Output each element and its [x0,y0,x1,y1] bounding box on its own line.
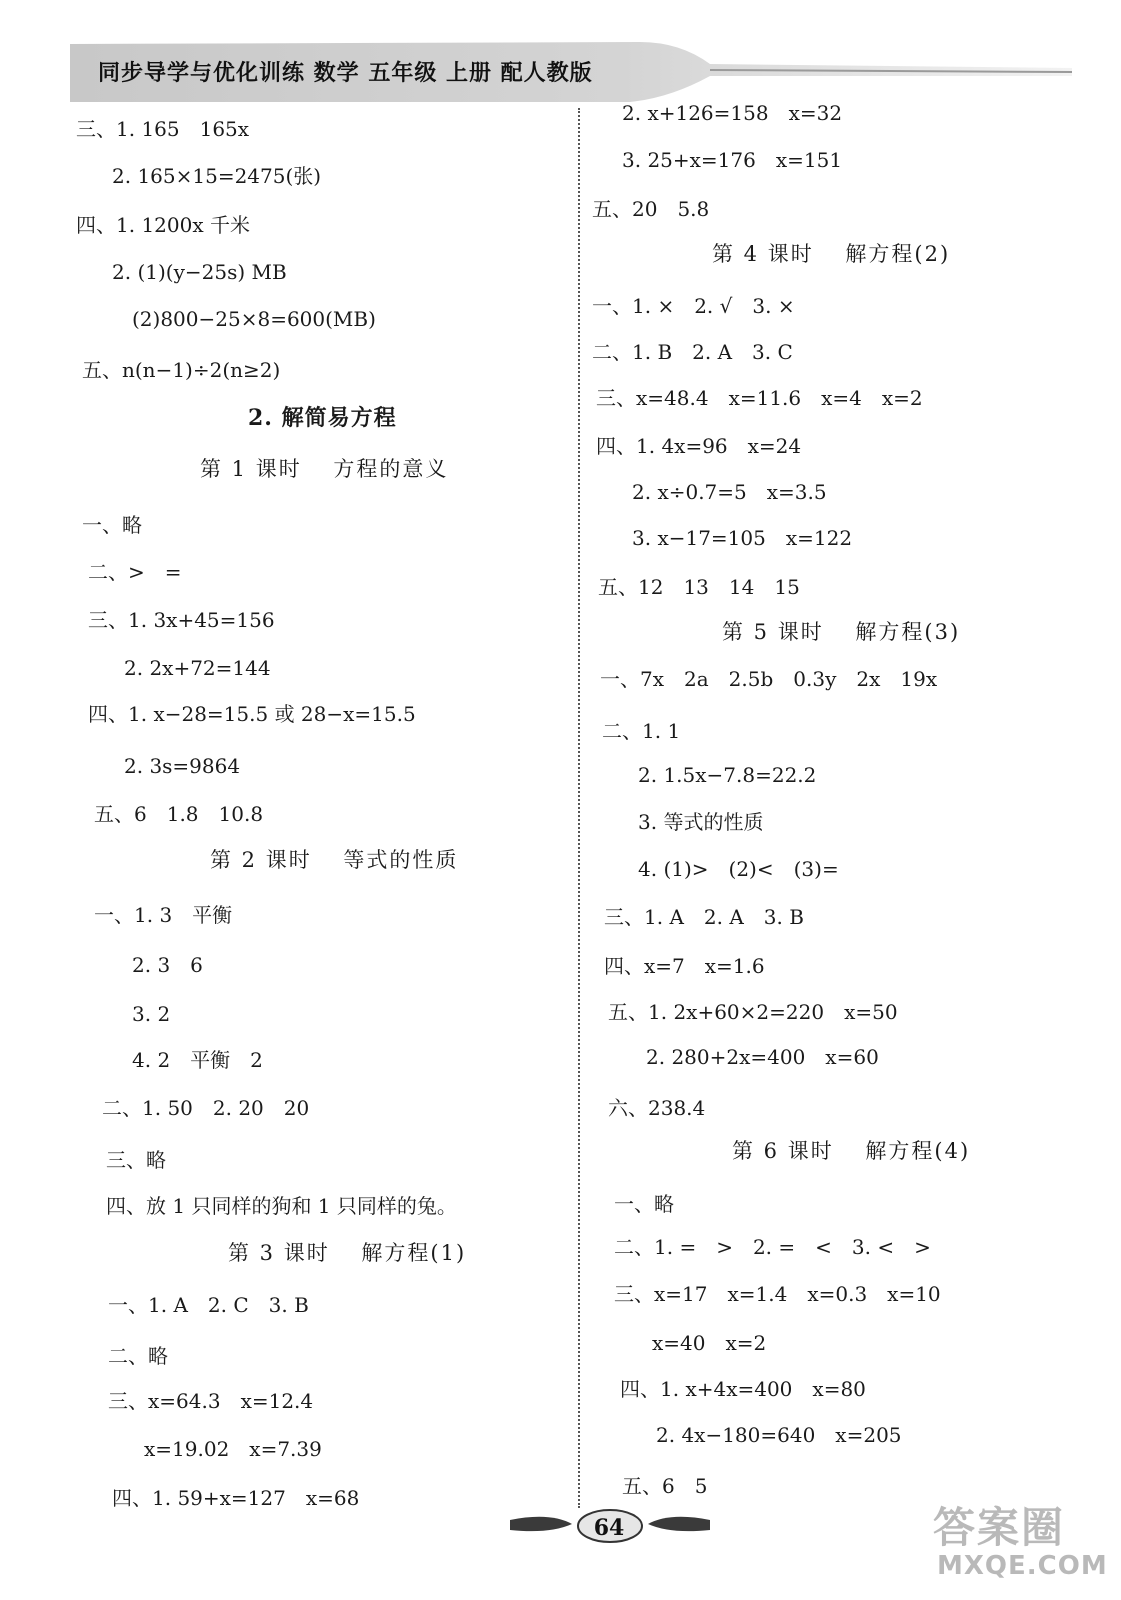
answer-line: 五、n(n−1)÷2(n≥2) [82,358,281,382]
answer-line: 3. 2 [132,1002,171,1026]
watermark-url: MXQE.COM [937,1551,1108,1581]
answer-line: 二、> = [88,560,182,584]
answer-line: 2. 165×15=2475(张) [112,164,322,188]
answer-line: 2. 280+2x=400 x=60 [646,1045,879,1069]
section-heading: 2. 解简易方程 [248,405,397,431]
lesson-heading: 第 5 课时 解方程(3) [722,620,961,644]
answer-line: 一、1. 3 平衡 [94,903,233,927]
answer-line: 4. 2 平衡 2 [132,1048,263,1072]
answer-line: 三、x=64.3 x=12.4 [108,1389,314,1413]
answer-line: 2. (1)(y−25s) MB [112,260,287,284]
answer-line: 三、x=17 x=1.4 x=0.3 x=10 [614,1282,941,1306]
answer-line: 3. 25+x=176 x=151 [622,148,843,172]
answer-line: 五、20 5.8 [592,197,710,221]
lesson-heading: 第 4 课时 解方程(2) [712,242,951,266]
column-divider [578,108,580,1508]
answer-line: 2. 2x+72=144 [124,656,271,680]
answer-line: 4. (1)> (2)< (3)= [638,857,839,881]
answer-line: 四、1. 1200x 千米 [76,213,250,237]
answer-line: 2. x+126=158 x=32 [622,101,843,125]
lesson-heading: 第 2 课时 等式的性质 [210,848,459,872]
answer-line: 二、1. = > 2. = < 3. < > [614,1235,931,1259]
answer-line: 3. x−17=105 x=122 [632,526,853,550]
answer-line: 一、1. × 2. √ 3. × [592,294,795,318]
answer-line: 四、1. x+4x=400 x=80 [620,1377,866,1401]
answer-line: 四、1. 59+x=127 x=68 [112,1486,360,1510]
answer-line: 三、略 [106,1148,166,1172]
answer-line: 四、1. 4x=96 x=24 [596,434,802,458]
answer-line: 2. 4x−180=640 x=205 [656,1423,902,1447]
lesson-heading: 第 3 课时 解方程(1) [228,1241,467,1265]
answer-line: x=40 x=2 [652,1331,767,1355]
lesson-heading: 第 6 课时 解方程(4) [732,1139,971,1163]
page-number: 64 [593,1515,625,1541]
watermark [925,1495,1108,1590]
header-title: 同步导学与优化训练 数学 五年级 上册 配人教版 [98,60,593,86]
answer-line: (2)800−25×8=600(MB) [132,307,376,331]
answer-line: 2. x÷0.7=5 x=3.5 [632,480,827,504]
answer-line: 二、1. 50 2. 20 20 [102,1096,310,1120]
answer-line: 四、1. x−28=15.5 或 28−x=15.5 [88,702,416,726]
answer-line: 五、6 5 [622,1474,708,1498]
lesson-heading: 第 1 课时 方程的意义 [200,457,449,481]
answer-line: 2. 3 6 [132,953,203,977]
answer-line: 五、12 13 14 15 [598,575,800,599]
answer-line: 一、1. A 2. C 3. B [108,1293,309,1317]
answer-line: 一、7x 2a 2.5b 0.3y 2x 19x [600,667,938,691]
answer-line: 二、1. 1 [602,719,681,743]
answer-line: 三、1. 3x+45=156 [88,608,275,632]
answer-line: 3. 等式的性质 [638,810,764,834]
answer-line: 四、x=7 x=1.6 [604,954,765,978]
answer-line: 三、x=48.4 x=11.6 x=4 x=2 [596,386,923,410]
answer-line: 2. 1.5x−7.8=22.2 [638,763,817,787]
answer-line: 五、1. 2x+60×2=220 x=50 [608,1000,898,1024]
watermark-logo-text: 答案圈 [933,1503,1066,1552]
answer-line: 五、6 1.8 10.8 [94,802,264,826]
answer-line: 一、略 [614,1192,674,1216]
answer-line: 二、略 [108,1344,168,1368]
answer-line: 二、1. B 2. A 3. C [592,340,793,364]
answer-line: 2. 3s=9864 [124,754,241,778]
answer-line: 三、1. 165 165x [76,117,250,141]
answer-line: 一、略 [82,513,142,537]
answer-line: x=19.02 x=7.39 [144,1437,322,1461]
answer-line: 四、放 1 只同样的狗和 1 只同样的兔。 [106,1194,457,1218]
answer-line: 三、1. A 2. A 3. B [604,905,804,929]
answer-line: 六、238.4 [608,1096,706,1120]
